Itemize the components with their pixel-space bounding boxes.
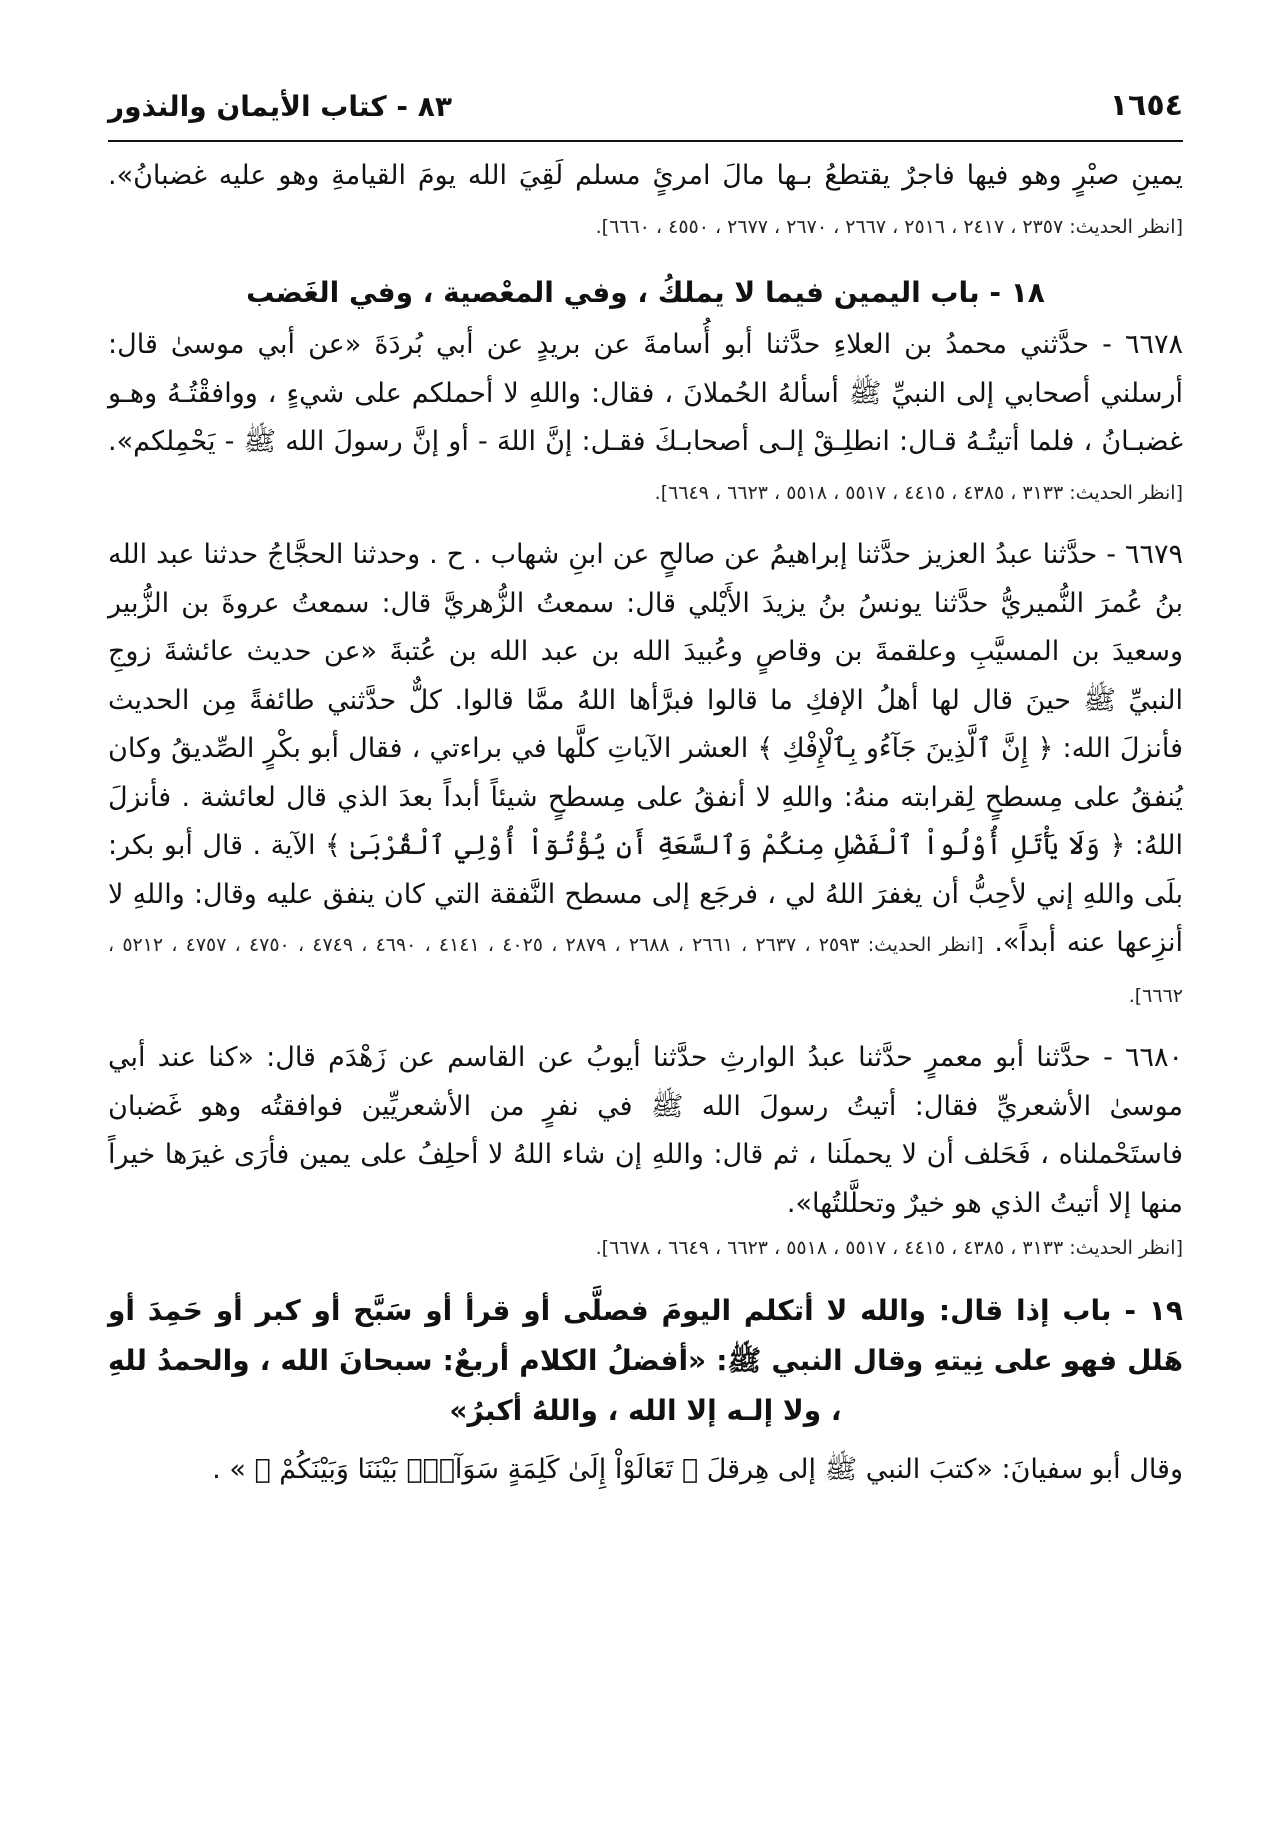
hadith-6679 [108, 531, 1183, 1020]
hadith-6680-reference: [انظر الحديث: ٣١٣٣ ، ٤٣٨٥ ، ٤٤١٥ ، ٥٥١٧ ، ٥٥١٨ ، ٦٦٢٣ ، ٦٦٤٩ ، ٦٦٧٨]. [595, 1237, 1183, 1259]
intro-text: يمينِ صبْرٍ وهو فيها فاجرٌ يقتطعُ بـها مالَ امرئٍ مسلم لَقِيَ الله يومَ القيامةِ وهو عليه غضبانُ». [108, 160, 1183, 191]
chapter-19-heading: ١٩ - باب إذا قال: والله لا أتكلم اليومَ فصلَّى أو قرأ أو سَبَّح أو كبر أو حَمِدَ أو هَلل فهو على نِيتهِ وقال النبي ﷺ: «أفضلُ الكلام أربعٌ: سبحانَ الله ، والحمدُ للهِ ، ولا إلـه إلا الله ، واللهُ أكبرُ» [108, 1294, 1183, 1427]
book-page [108, 88, 1183, 1788]
hadith-6680-text: ٦٦٨٠ - حدَّثنا أبو معمرٍ حدَّثنا عبدُ الوارثِ حدَّثنا أيوبُ عن القاسم عن زَهْدَم قال: «كنا عند أبي موسىٰ الأشعريِّ فقال: أتيتُ رسولَ الله ﷺ في نفرٍ من الأشعريِّين فوافقتُه وهو غَضبان فاستَحْملناه ، فَحَلف أن لا يحملَنا ، ثم قال: واللهِ إن شاء اللهُ لا أحلِفُ على يمين فأرَى غيرَها خيراً منها إلا أتيتُ الذي هو خيرٌ وتحلَّلتُها». [108, 1042, 1183, 1219]
hadith-6678-reference: [انظر الحديث: ٣١٣٣ ، ٤٣٨٥ ، ٤٤١٥ ، ٥٥١٧ ، ٥٥١٨ ، ٦٦٢٣ ، ٦٦٤٩]. [654, 481, 1183, 504]
intro-hadith-reference: [انظر الحديث: ٢٣٥٧ ، ٢٤١٧ ، ٢٥١٦ ، ٢٦٦٧ ، ٢٦٧٠ ، ٢٦٧٧ ، ٤٥٥٠ ، ٦٦٦٠]. [595, 215, 1183, 238]
page-header [108, 88, 1183, 142]
hadith-6679-reference: [انظر الحديث: ٢٥٩٣ ، ٢٦٣٧ ، ٢٦٦١ ، ٢٦٨٨ ، ٢٨٧٩ ، ٤٠٢٥ ، ٤١٤١ ، ٤٦٩٠ ، ٤٧٤٩ ، ٤٧٥٠ ، ٤٧٥٧ ، ٥٢١٢ ، ٦٦٦٢]. [108, 934, 1183, 1007]
hadith-6680 [108, 1034, 1183, 1228]
closing-text: وقال أبو سفيانَ: «كتبَ النبي ﷺ إلى هِرقلَ [706, 1454, 1183, 1485]
book-title: ٨٣ - كتاب الأيمان والنذور [108, 90, 452, 123]
hadith-6679-text-part2: العشر الآياتِ كلَّها في براءتي ، فقال أبو بكْرٍ الصِّديقُ وكان يُنفقُ على مِسطحٍ لِقرابته منهُ: واللهِ لا أنفقُ على مِسطحٍ شيئاً أبداً بعدَ الذي قال لعائشة . فأنزلَ اللهُ: [108, 733, 1183, 861]
hadith-6679-text-part3: الآية . قال أبو بكر: بلَى واللهِ إني لأحِبُّ أن يغفرَ اللهُ لي ، فرجَع إلى مسطح النَّفقة التي كان ينفق عليه وقال: واللهِ لا أنزِعها عنه أبداً». [108, 830, 1183, 958]
page-number: ١٦٥٤ [1109, 88, 1183, 123]
quran-verse-walaya-tali: ﴿ وَلَا يَأْتَلِ أُوْلُواْ ٱلْفَضْلِ مِنكُمْ وَٱلسَّعَةِ أَن يُؤْتُوٓاْ أُوْلِي ٱلْقُرْبَىٰ ﴾ [324, 830, 1126, 861]
hadith-6678-text: ٦٦٧٨ - حدَّثني محمدُ بن العلاءِ حدَّثنا أبو أُسامةَ عن بريدٍ عن أبي بُردَةَ «عن أبي موسىٰ قال: أرسلني أصحابي إلى النبيِّ ﷺ أسألهُ الحُملانَ ، فقال: واللهِ لا أحملكم على شيءٍ ، ووافقْتُـهُ وهـو غضبـانُ ، فلما أتيتُـهُ قـال: انطلِـقْ إلـى أصحابـكَ فقـل: إنَّ اللهَ - أو إنَّ رسولَ الله ﷺ - يَحْمِلكم». [108, 329, 1183, 457]
hadith-6678 [108, 321, 1183, 517]
quran-verse-ifk: ﴿ إِنَّ ٱلَّذِينَ جَآءُو بِٱلْإِفْكِ ﴾ [757, 733, 1054, 764]
intro-paragraph [108, 152, 1183, 251]
quran-verse-taalaw: ﴿ تَعَالَوْاْ إِلَىٰ كَلِمَةٍ سَوَآءِۭ بَيْنَنَا وَبَيْنَكُمْ ﴾ [254, 1454, 699, 1485]
closing-end: » . [212, 1454, 246, 1485]
closing-paragraph [108, 1446, 1183, 1495]
hadith-6679-text-part1: ٦٦٧٩ - حدَّثنا عبدُ العزيز حدَّثنا إبراهيمُ عن صالحٍ عن ابنِ شهاب . ح . وحدثنا الحجَّاجُ حدثنا عبد الله بنُ عُمرَ النُّميريُّ حدَّثنا يونسُ بنُ يزيدَ الأَيْلي قال: سمعتُ الزُّهريَّ قال: سمعتُ عروةَ بن الزُّبير وسعيدَ بن المسيَّبِ وعلقمةَ بن وقاصٍ وعُبيدَ الله بن عبد الله بن عُتبةَ «عن حديث عائشةَ زوجِ النبيِّ ﷺ حينَ قال لها أهلُ الإفكِ ما قالوا فبرَّأها اللهُ ممَّا قالوا. كلٌّ حدَّثني طائفةً مِن الحديث فأنزلَ الله: [108, 539, 1184, 764]
chapter-18-heading: ١٨ - باب اليمين فيما لا يملكُ ، وفي المعْصية ، وفي الغَضب [246, 276, 1045, 309]
